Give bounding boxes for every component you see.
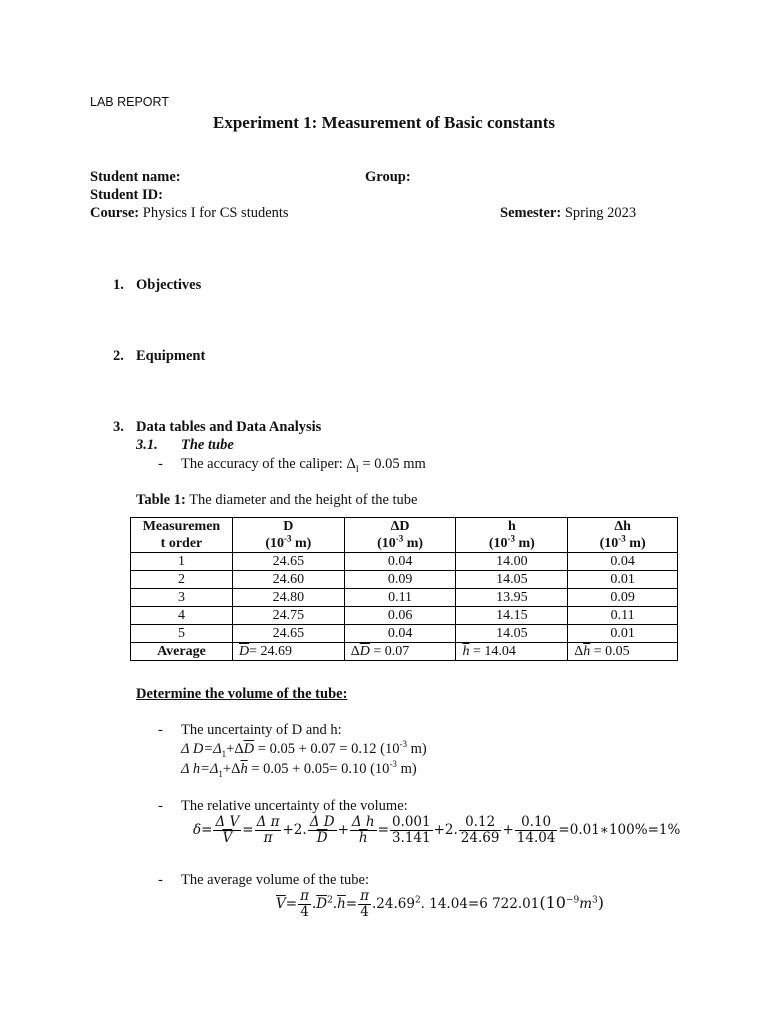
cell-dD: 0.11 bbox=[344, 589, 456, 607]
avg-sq: 2 bbox=[414, 895, 421, 906]
average-D bbox=[232, 643, 344, 661]
frac-den: 24.69 bbox=[460, 830, 500, 846]
student-id-label: Student ID: bbox=[90, 187, 163, 203]
cell-h: 14.05 bbox=[456, 571, 568, 589]
cell-order: 2 bbox=[131, 571, 233, 589]
page-title: Experiment 1: Measurement of Basic constants bbox=[212, 113, 555, 132]
frac-dV-V bbox=[213, 815, 241, 846]
unit-exp: -3 bbox=[283, 533, 292, 544]
group-label: Group: bbox=[365, 169, 411, 185]
avg-unit-open: (10 bbox=[539, 893, 566, 912]
eqh-sub: 1 bbox=[218, 768, 223, 779]
avg-V: $\overline{V}$ bbox=[276, 896, 286, 912]
avg-h: $\overline{h}$ bbox=[337, 896, 346, 912]
rel-eq: = bbox=[377, 822, 389, 838]
cell-dh: 0.04 bbox=[568, 553, 678, 571]
avg-dot: . bbox=[311, 896, 317, 912]
cell-h: 14.00 bbox=[456, 553, 568, 571]
frac-num: π bbox=[360, 888, 369, 904]
header-D bbox=[232, 518, 344, 553]
average-volume-label: The average volume of the tube: bbox=[181, 872, 370, 888]
cell-h: 13.95 bbox=[456, 589, 568, 607]
frac-num: Δ h bbox=[351, 814, 375, 830]
avg-unit-close: ) bbox=[597, 893, 605, 912]
frac-num: Δ V bbox=[215, 814, 240, 830]
frac-values-2 bbox=[459, 815, 502, 846]
cell-h: 14.15 bbox=[456, 607, 568, 625]
course-line bbox=[90, 205, 289, 222]
uncertainty-D-equation bbox=[181, 741, 427, 758]
cell-D: 24.75 bbox=[232, 607, 344, 625]
table-header-row bbox=[131, 518, 678, 553]
eqh-end: m) bbox=[396, 761, 417, 777]
avg-dh-value: = 0.05 bbox=[590, 644, 630, 659]
header-delta-D bbox=[344, 518, 456, 553]
frac-den: D bbox=[316, 830, 328, 846]
frac-num: 0.10 bbox=[515, 815, 558, 831]
unit-base: (10 bbox=[265, 536, 284, 551]
semester-line bbox=[500, 205, 636, 222]
cell-dD: 0.04 bbox=[344, 625, 456, 643]
avg-h-value: = 14.04 bbox=[469, 644, 516, 659]
header-h bbox=[456, 518, 568, 553]
frac-den: 14.04 bbox=[516, 830, 556, 846]
cell-D: 24.65 bbox=[232, 553, 344, 571]
cell-dD: 0.06 bbox=[344, 607, 456, 625]
avg-sq: 2 bbox=[327, 895, 333, 906]
unit-end: m) bbox=[625, 536, 646, 551]
header-order-line1: Measuremen bbox=[142, 519, 221, 534]
frac-num: π bbox=[300, 888, 309, 904]
unit-end: m) bbox=[515, 536, 535, 551]
table-row bbox=[131, 589, 678, 607]
cell-order: 3 bbox=[131, 589, 233, 607]
section-3-number: 3. bbox=[113, 419, 124, 435]
bullet: - bbox=[158, 456, 163, 472]
course-label: Course: bbox=[90, 205, 140, 221]
unit-base: (10 bbox=[599, 536, 619, 551]
avg-unit-m: m bbox=[579, 896, 593, 912]
caliper-sub: I bbox=[355, 463, 359, 474]
avg-rest: . 14.04=6 722.01 bbox=[420, 896, 540, 912]
table-1-caption bbox=[136, 492, 418, 509]
eqh-exp: -3 bbox=[389, 759, 397, 770]
avg-D-value: = 24.69 bbox=[249, 644, 292, 659]
cell-dh: 0.01 bbox=[568, 571, 678, 589]
frac-den: 4 bbox=[300, 904, 309, 920]
frac-pi-4 bbox=[358, 889, 371, 920]
cell-dh: 0.01 bbox=[568, 625, 678, 643]
header-delta-h bbox=[568, 518, 678, 553]
average-dh bbox=[568, 643, 678, 661]
semester-label: Semester: bbox=[500, 205, 562, 221]
frac-den: 3.141 bbox=[391, 830, 431, 846]
table-row bbox=[131, 625, 678, 643]
frac-values-3 bbox=[515, 815, 558, 846]
avg-D-symbol: $\overline{D}$ bbox=[238, 644, 250, 659]
volume-heading: Determine the volume of the tube: bbox=[136, 686, 348, 702]
cell-order: 4 bbox=[131, 607, 233, 625]
eqD-bar: $\overline{D}$ bbox=[243, 741, 255, 757]
frac-num: 0.001 bbox=[391, 814, 431, 830]
avg-D: $\overline{D}$ bbox=[316, 896, 328, 912]
table-row bbox=[131, 571, 678, 589]
data-table-1 bbox=[130, 517, 678, 661]
cell-order: 1 bbox=[131, 553, 233, 571]
rel-plus: +2. bbox=[433, 822, 458, 838]
rel-eq: = bbox=[242, 822, 254, 838]
header-D-label: D bbox=[283, 519, 294, 534]
average-volume-equation bbox=[276, 889, 604, 920]
frac-den: V bbox=[222, 830, 233, 846]
cell-h: 14.05 bbox=[456, 625, 568, 643]
unit-end: m) bbox=[403, 536, 424, 551]
cell-dh: 0.09 bbox=[568, 589, 678, 607]
frac-den: π bbox=[263, 830, 273, 846]
eqh-plus: +Δ bbox=[222, 761, 241, 777]
section-1-title: Objectives bbox=[136, 277, 202, 293]
cell-dD: 0.09 bbox=[344, 571, 456, 589]
eqD-lhs: Δ D=Δ bbox=[181, 741, 222, 757]
section-2-number: 2. bbox=[113, 348, 124, 364]
table-caption-text: The diameter and the height of the tube bbox=[189, 492, 418, 508]
semester-value: Spring 2023 bbox=[564, 205, 637, 221]
rel-delta: δ= bbox=[193, 822, 213, 838]
unit-end: m) bbox=[291, 536, 312, 551]
frac-dD-D bbox=[308, 815, 337, 846]
caliper-accuracy-text bbox=[181, 456, 426, 473]
unit-exp: -3 bbox=[618, 533, 626, 544]
avg-num: .24.69 bbox=[371, 896, 415, 912]
frac-num: Δ π bbox=[256, 814, 280, 830]
unit-exp: -3 bbox=[507, 533, 515, 544]
subsection-3-1-number: 3.1. bbox=[136, 437, 158, 453]
section-3-title: Data tables and Data Analysis bbox=[136, 419, 322, 435]
uncertainty-label: The uncertainty of D and h: bbox=[181, 722, 342, 738]
relative-uncertainty-label: The relative uncertainty of the volume: bbox=[181, 798, 408, 814]
bullet: - bbox=[158, 798, 163, 814]
header-dD-label: ΔD bbox=[390, 519, 410, 534]
eqD-sub: 1 bbox=[221, 748, 227, 759]
eqh-lhs: Δ h=Δ bbox=[181, 761, 219, 777]
avg-eq: = bbox=[285, 896, 298, 912]
avg-unit-m-exp: 3 bbox=[592, 895, 598, 906]
cell-D: 24.60 bbox=[232, 571, 344, 589]
frac-dpi-pi bbox=[255, 815, 282, 846]
avg-dot: . bbox=[332, 896, 338, 912]
frac-values-1 bbox=[390, 815, 433, 846]
average-h bbox=[456, 643, 568, 661]
rel-tail: =0.01∗100%=1% bbox=[558, 822, 681, 838]
header-h-label: h bbox=[507, 519, 516, 534]
frac-num: Δ D bbox=[309, 814, 335, 830]
avg-dD-value: = 0.07 bbox=[369, 644, 410, 659]
uncertainty-h-equation bbox=[181, 761, 417, 778]
avg-dD-symbol: $\overline{D}$ bbox=[359, 644, 370, 659]
rel-plus: + bbox=[502, 822, 514, 838]
table-average-row bbox=[131, 643, 678, 661]
eqh-bar: $\overline{h}$ bbox=[240, 761, 248, 777]
eqh-rhs: = 0.05 + 0.05= 0.10 (10 bbox=[247, 761, 390, 777]
student-name-label: Student name: bbox=[90, 169, 181, 185]
header-order-line2: t order bbox=[160, 536, 203, 551]
cell-dh: 0.11 bbox=[568, 607, 678, 625]
frac-dh-h bbox=[350, 815, 377, 846]
eqD-rhs: = 0.05 + 0.07 = 0.12 (10 bbox=[254, 741, 400, 757]
caliper-text-prefix: The accuracy of the caliper: Δ bbox=[181, 456, 356, 472]
caliper-text-suffix: = 0.05 mm bbox=[358, 456, 426, 472]
frac-den: 4 bbox=[360, 904, 369, 920]
avg-dh-delta: Δ bbox=[574, 644, 584, 659]
table-caption-label: Table 1: bbox=[136, 492, 186, 508]
bullet: - bbox=[158, 722, 163, 738]
cell-D: 24.80 bbox=[232, 589, 344, 607]
unit-base: (10 bbox=[488, 536, 508, 551]
frac-pi-4 bbox=[298, 889, 311, 920]
cell-dD: 0.04 bbox=[344, 553, 456, 571]
avg-unit-exp: −9 bbox=[565, 895, 580, 906]
rel-plus: +2. bbox=[282, 822, 307, 838]
eqD-plus: +Δ bbox=[226, 741, 244, 757]
average-label: Average bbox=[131, 643, 233, 661]
cell-order: 5 bbox=[131, 625, 233, 643]
eqD-exp: -3 bbox=[399, 739, 408, 750]
header-dh-label: Δh bbox=[614, 519, 631, 534]
avg-dD-delta: Δ bbox=[350, 644, 360, 659]
unit-base: (10 bbox=[377, 536, 396, 551]
eqD-end: m) bbox=[407, 741, 427, 757]
table-row bbox=[131, 553, 678, 571]
avg-dh-symbol: $\overline{h}$ bbox=[583, 644, 591, 659]
bullet: - bbox=[158, 872, 163, 888]
subsection-3-1-title: The tube bbox=[181, 437, 234, 453]
avg-h-symbol: $\overline{h}$ bbox=[462, 644, 470, 659]
section-1-number: 1. bbox=[113, 277, 124, 293]
frac-den: h bbox=[358, 830, 368, 846]
cell-D: 24.65 bbox=[232, 625, 344, 643]
average-dD bbox=[344, 643, 456, 661]
avg-eq: = bbox=[345, 896, 358, 912]
course-value: Physics I for CS students bbox=[142, 205, 289, 221]
unit-exp: -3 bbox=[395, 533, 404, 544]
section-2-title: Equipment bbox=[136, 348, 206, 364]
rel-plus: + bbox=[337, 822, 349, 838]
header-measurement-order bbox=[131, 518, 233, 553]
frac-num: 0.12 bbox=[459, 815, 502, 831]
lab-report-label: LAB REPORT bbox=[90, 95, 169, 109]
relative-uncertainty-equation bbox=[193, 815, 680, 846]
table-row bbox=[131, 607, 678, 625]
